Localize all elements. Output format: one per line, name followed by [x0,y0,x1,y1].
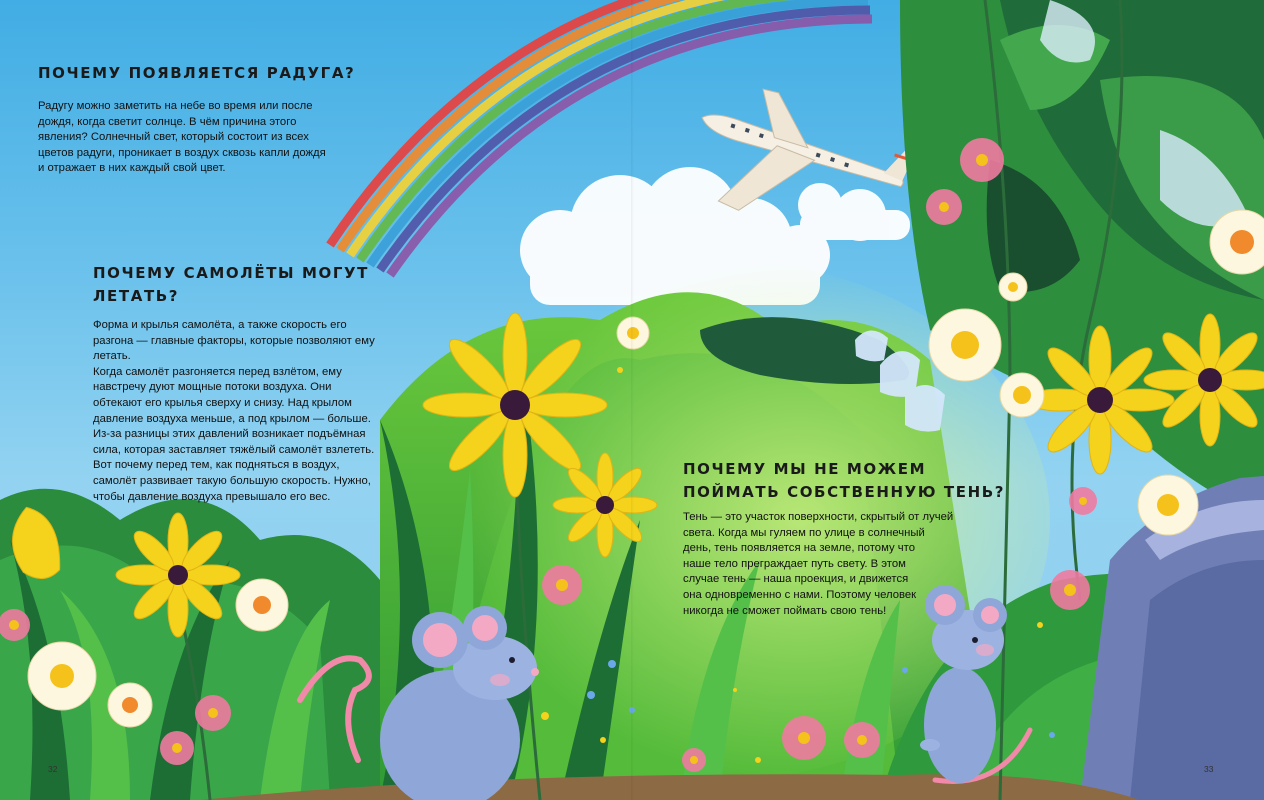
book-gutter [631,0,634,800]
shadow-line: света. Когда мы гуляем по улице в солнечный [683,526,925,539]
shadow-heading [683,458,1005,504]
shadow-line: она одновременно с нами. Поэтому человек [683,588,917,601]
planes-line: летать. [93,350,131,363]
planes-line: Из-за разницы этих давлений возникает подъёмная [93,428,366,441]
rainbow-line: явления? Солнечный свет, который состоит из всех [38,131,309,144]
rainbow-text [38,99,338,177]
planes-line: навстречу дуют мощные потоки воздуха. Они [93,381,332,394]
rainbow-line: дождя, когда светит солнце. В чём причина этого [38,115,297,128]
planes-line: разгона — главные факторы, которые позволяют ему [93,334,375,347]
shadow-line: наше тело преграждает путь свету. В этом [683,557,906,570]
planes-line: сила, которая заставляет тяжёлый самолёт взлететь. [93,443,375,456]
shadow-line: день, тень появляется на земле, потому что [683,542,915,555]
rainbow-heading: ПОЧЕМУ ПОЯВЛЯЕТСЯ РАДУГА? [38,64,356,82]
planes-line: самолёт развивает такую большую скорость. Нужно, [93,474,371,487]
planes-text [93,318,383,505]
shadow-heading-line: ПОЙМАТЬ СОБСТВЕННУЮ ТЕНЬ? [683,483,1006,501]
shadow-line: Тень — это участок поверхности, скрытый от лучей [683,511,954,523]
planes-line: Форма и крылья самолёта, а также скорость его [93,319,347,331]
planes-heading [93,262,369,308]
page-number-left: 32 [48,764,58,774]
planes-line: обтекают его крылья сверху и снизу. Над крылом [93,396,352,409]
shadow-line: случае тень — наша проекция, и движется [683,573,909,586]
planes-line: чтобы давление воздуха превышало его вес. [93,490,331,503]
rainbow-line: цветов радуги, проникает в воздух сквозь капли дождя [38,146,326,159]
rainbow-line: и отражает в них каждый свой цвет. [38,162,226,175]
shadow-line: никогда не сможет поймать свою тень! [683,604,887,617]
shadow-text [683,510,963,619]
page-number-right: 33 [1204,764,1214,774]
planes-line: Вот почему перед тем, как подняться в воздух, [93,459,340,472]
shadow-heading-line: ПОЧЕМУ МЫ НЕ МОЖЕМ [683,460,927,478]
rainbow-line: Радугу можно заметить на небе во время или после [38,100,313,112]
planes-heading-line: ПОЧЕМУ САМОЛЁТЫ МОГУТ [93,264,370,282]
planes-line: давление воздуха меньше, а под крылом — больше. [93,412,371,425]
planes-heading-line: ЛЕТАТЬ? [93,287,180,305]
planes-line: Когда самолёт разгоняется перед взлётом, ему [93,365,342,378]
